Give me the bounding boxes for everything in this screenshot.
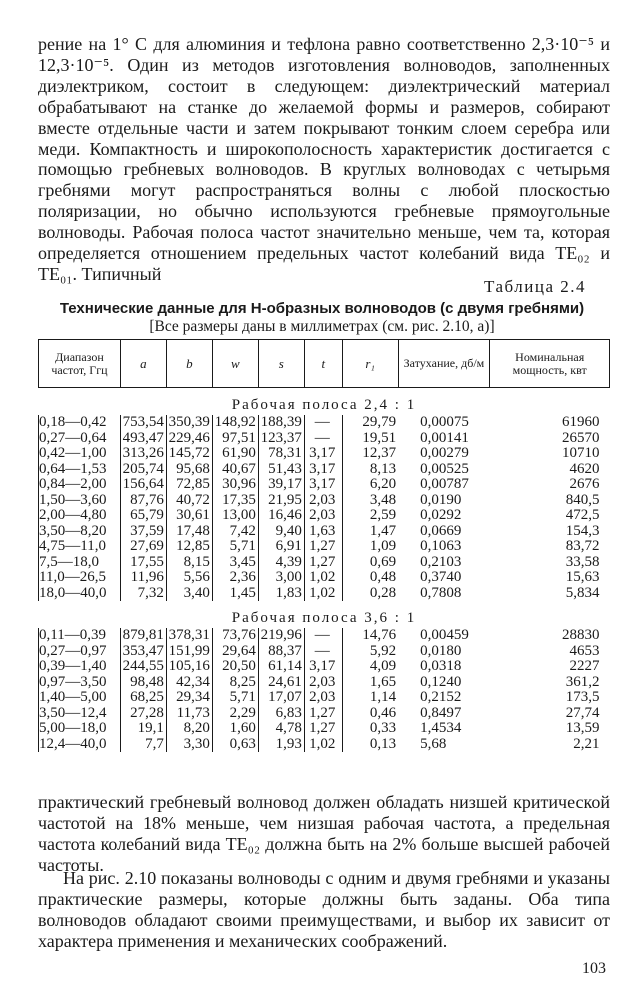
cell-band: 11,0—26,5 — [39, 570, 121, 586]
section-heading: Рабочая полоса 2,4 : 1 — [231, 397, 417, 413]
cell-r1: 0,48 — [342, 570, 398, 586]
cell-r1: 1,47 — [342, 524, 398, 540]
table-row — [39, 706, 610, 722]
cell-t: 3,17 — [304, 446, 342, 462]
cell-a: 156,64 — [120, 477, 166, 493]
header-attenuation: Затухание, дб/м — [398, 340, 490, 388]
cell-a: 313,26 — [120, 446, 166, 462]
cell-s: 1,83 — [258, 586, 304, 602]
cell-w: 17,35 — [212, 493, 258, 509]
cell-r1: 1,09 — [342, 539, 398, 555]
table-title: Технические данные для Н-образных волноводов (с двумя гребнями) — [59, 300, 585, 317]
cell-s: 219,96 — [258, 628, 304, 644]
cell-s: 51,43 — [258, 462, 304, 478]
cell-power: 840,5 — [565, 491, 600, 508]
cell-r1: 1,14 — [342, 690, 398, 706]
cell-s: 6,83 — [258, 706, 304, 722]
table-section-2 — [39, 601, 610, 752]
cell-b: 5,56 — [166, 570, 212, 586]
cell-a: 205,74 — [120, 462, 166, 478]
cell-w: 97,51 — [212, 431, 258, 447]
cell-band: 7,5—18,0 — [39, 555, 121, 571]
cell-power: 15,63 — [565, 569, 600, 585]
cell-power: 361,2 — [565, 673, 600, 690]
cell-attenuation: 0,0669 — [420, 522, 462, 539]
table-header-row — [39, 340, 610, 388]
cell-b: 3,40 — [166, 586, 212, 602]
table-subtitle: [Все размеры даны в миллиметрах (см. рис. 2.10, а)] — [149, 318, 495, 335]
cell-b: 40,72 — [166, 493, 212, 509]
cell-attenuation: 0,1063 — [420, 538, 462, 554]
cell-power: 26570 — [562, 429, 600, 446]
cell-attenuation: 0,2103 — [420, 553, 462, 570]
cell-b: 11,73 — [166, 706, 212, 722]
cell-r1: 8,13 — [342, 462, 398, 478]
cell-w: 73,76 — [212, 628, 258, 644]
cell-band: 0,18—0,42 — [39, 415, 121, 431]
header-band: Диапазон частот, Ггц — [39, 340, 121, 388]
cell-s: 3,00 — [258, 570, 304, 586]
cell-t: 3,17 — [304, 659, 342, 675]
cell-s: 39,17 — [258, 477, 304, 493]
cell-w: 2,29 — [212, 706, 258, 722]
cell-attenuation: 0,00459 — [420, 627, 469, 643]
cell-band: 4,75—11,0 — [39, 539, 121, 555]
cell-a: 68,25 — [120, 690, 166, 706]
cell-s: 16,46 — [258, 508, 304, 524]
cell-r1: 12,37 — [342, 446, 398, 462]
cell-b: 29,34 — [166, 690, 212, 706]
cell-w: 40,67 — [212, 462, 258, 478]
cell-t: 1,02 — [304, 570, 342, 586]
cell-t: 1,02 — [304, 737, 342, 753]
cell-power: 27,74 — [565, 704, 600, 721]
cell-w: 61,90 — [212, 446, 258, 462]
cell-a: 37,59 — [120, 524, 166, 540]
cell-t: — — [304, 415, 342, 431]
cell-band: 0,42—1,00 — [39, 446, 121, 462]
cell-s: 4,39 — [258, 555, 304, 571]
table-row — [39, 431, 610, 447]
cell-power: 4620 — [569, 460, 600, 477]
cell-attenuation: 0,00141 — [420, 429, 469, 446]
cell-t: 1,02 — [304, 586, 342, 602]
cell-power: 2676 — [569, 476, 600, 492]
cell-w: 1,60 — [212, 721, 258, 737]
cell-attenuation: 0,00279 — [420, 445, 469, 461]
cell-power: 2227 — [569, 658, 600, 674]
cell-w: 0,63 — [212, 737, 258, 753]
cell-t: — — [304, 628, 342, 644]
cell-t: 2,03 — [304, 493, 342, 509]
cell-band: 12,4—40,0 — [39, 737, 121, 753]
cell-band: 3,50—12,4 — [39, 706, 121, 722]
section-heading-row — [39, 601, 610, 628]
cell-attenuation: 0,00075 — [420, 414, 469, 430]
cell-band: 3,50—8,20 — [39, 524, 121, 540]
cell-r1: 14,76 — [342, 628, 398, 644]
cell-band: 5,00—18,0 — [39, 721, 121, 737]
cell-power: 83,72 — [565, 538, 600, 554]
cell-r1: 0,13 — [342, 737, 398, 753]
cell-w: 20,50 — [212, 659, 258, 675]
table-row — [39, 415, 610, 431]
table-row — [39, 628, 610, 644]
cell-w: 148,92 — [212, 415, 258, 431]
cell-r1: 29,79 — [342, 415, 398, 431]
cell-r1: 0,33 — [342, 721, 398, 737]
cell-w: 5,71 — [212, 690, 258, 706]
cell-t: 3,17 — [304, 477, 342, 493]
cell-t: 1,27 — [304, 706, 342, 722]
cell-s: 17,07 — [258, 690, 304, 706]
table-label: Таблица 2.4 — [484, 277, 586, 296]
cell-band: 0,39—1,40 — [39, 659, 121, 675]
cell-b: 3,30 — [166, 737, 212, 753]
cell-band: 0,27—0,64 — [39, 431, 121, 447]
page-number: 103 — [582, 960, 606, 977]
cell-w: 5,71 — [212, 539, 258, 555]
cell-s: 78,31 — [258, 446, 304, 462]
cell-s: 24,61 — [258, 675, 304, 691]
header-power: Номинальная мощность, квт — [490, 340, 610, 388]
table-row — [39, 737, 610, 753]
cell-r1: 0,69 — [342, 555, 398, 571]
cell-a: 27,69 — [120, 539, 166, 555]
cell-b: 145,72 — [166, 446, 212, 462]
cell-a: 65,79 — [120, 508, 166, 524]
table-row — [39, 508, 610, 524]
cell-s: 21,95 — [258, 493, 304, 509]
table-row — [39, 524, 610, 540]
cell-a: 27,28 — [120, 706, 166, 722]
header-r1: r₁ — [342, 340, 398, 388]
cell-band: 0,11—0,39 — [39, 628, 121, 644]
table-row — [39, 644, 610, 660]
cell-t: 1,27 — [304, 555, 342, 571]
cell-power: 4653 — [569, 642, 600, 659]
cell-r1: 6,20 — [342, 477, 398, 493]
cell-attenuation: 0,7808 — [420, 584, 462, 601]
table-row — [39, 446, 610, 462]
cell-band: 0,27—0,97 — [39, 644, 121, 660]
table-row — [39, 659, 610, 675]
header-w: w — [212, 340, 258, 388]
cell-s: 123,37 — [258, 431, 304, 447]
table-row — [39, 586, 610, 602]
cell-band: 2,00—4,80 — [39, 508, 121, 524]
cell-t: 1,27 — [304, 721, 342, 737]
cell-a: 17,55 — [120, 555, 166, 571]
cell-t: 2,03 — [304, 675, 342, 691]
cell-attenuation: 5,68 — [420, 735, 447, 752]
cell-b: 378,31 — [166, 628, 212, 644]
cell-s: 61,14 — [258, 659, 304, 675]
cell-b: 17,48 — [166, 524, 212, 540]
cell-r1: 1,65 — [342, 675, 398, 691]
cell-s: 1,93 — [258, 737, 304, 753]
cell-b: 72,85 — [166, 477, 212, 493]
table-row — [39, 555, 610, 571]
cell-r1: 19,51 — [342, 431, 398, 447]
cell-a: 7,7 — [120, 737, 166, 753]
cell-w: 1,45 — [212, 586, 258, 602]
cell-s: 9,40 — [258, 524, 304, 540]
cell-power: 28830 — [562, 627, 600, 643]
cell-b: 8,20 — [166, 721, 212, 737]
cell-s: 4,78 — [258, 721, 304, 737]
cell-r1: 4,09 — [342, 659, 398, 675]
cell-a: 879,81 — [120, 628, 166, 644]
cell-a: 11,96 — [120, 570, 166, 586]
cell-s: 6,91 — [258, 539, 304, 555]
paragraph-conclusion: практический гребневый волновод должен обладать низшей критической частотой на 18% меньше, чем низшая рабочая частота, а предельная частота колебаний вида ТЕ₀₂ должна быть на 2% больше высшей рабочей частоты. — [38, 792, 610, 875]
cell-band: 0,97—3,50 — [39, 675, 121, 691]
header-a: a — [120, 340, 166, 388]
table-row — [39, 675, 610, 691]
cell-attenuation: 0,1240 — [420, 673, 462, 690]
cell-power: 13,59 — [565, 720, 600, 736]
cell-w: 2,36 — [212, 570, 258, 586]
cell-attenuation: 0,0292 — [420, 507, 462, 523]
cell-t: — — [304, 431, 342, 447]
cell-w: 30,96 — [212, 477, 258, 493]
header-s: s — [258, 340, 304, 388]
cell-b: 151,99 — [166, 644, 212, 660]
paragraph-figure-ref: На рис. 2.10 показаны волноводы с одним и двумя гребнями и указаны практические размеры, которые должны быть заданы. Оба типа волноводов обладают своими преимуществами, и выбор их зависит от характера применения и механических соображений. — [38, 868, 610, 951]
cell-band: 0,64—1,53 — [39, 462, 121, 478]
cell-r1: 2,59 — [342, 508, 398, 524]
table-section-1 — [39, 388, 610, 602]
cell-w: 29,64 — [212, 644, 258, 660]
cell-power: 5,834 — [565, 584, 600, 601]
cell-attenuation: 0,0318 — [420, 658, 462, 674]
cell-power: 173,5 — [565, 689, 600, 705]
table-row — [39, 570, 610, 586]
cell-b: 95,68 — [166, 462, 212, 478]
cell-attenuation: 1,4534 — [420, 720, 462, 736]
cell-a: 87,76 — [120, 493, 166, 509]
cell-w: 8,25 — [212, 675, 258, 691]
cell-t: 1,63 — [304, 524, 342, 540]
cell-s: 88,37 — [258, 644, 304, 660]
cell-b: 8,15 — [166, 555, 212, 571]
cell-a: 353,47 — [120, 644, 166, 660]
cell-attenuation: 0,00787 — [420, 476, 469, 492]
cell-band: 1,50—3,60 — [39, 493, 121, 509]
cell-w: 7,42 — [212, 524, 258, 540]
cell-t: 3,17 — [304, 462, 342, 478]
cell-power: 2,21 — [573, 735, 600, 752]
cell-attenuation: 0,0180 — [420, 642, 462, 659]
cell-attenuation: 0,3740 — [420, 569, 462, 585]
table-row — [39, 477, 610, 493]
cell-band: 0,84—2,00 — [39, 477, 121, 493]
cell-power: 61960 — [562, 414, 600, 430]
cell-attenuation: 0,8497 — [420, 704, 462, 721]
cell-w: 3,45 — [212, 555, 258, 571]
header-b: b — [166, 340, 212, 388]
section-heading-row — [39, 388, 610, 416]
cell-b: 105,16 — [166, 659, 212, 675]
header-t: t — [304, 340, 342, 388]
section-heading: Рабочая полоса 3,6 : 1 — [231, 610, 417, 626]
table-row — [39, 462, 610, 478]
cell-w: 13,00 — [212, 508, 258, 524]
cell-a: 753,54 — [120, 415, 166, 431]
cell-t: — — [304, 644, 342, 660]
cell-b: 42,34 — [166, 675, 212, 691]
paragraph-intro: рение на 1° С для алюминия и тефлона равно соответственно 2,3·10⁻⁵ и 12,3·10⁻⁵. Один из методов изготовления волноводов, заполненных диэлектриком, состоит в следующем: диэлектрический материал обрабатывают на станке до желаемой формы и размеров, собирают вместе отдельные части и затем покрывают тонким слоем серебра или меди. Компактность и широкополосность характеристик достигается с помощью гребневых волноводов. В круглых волноводах с четырьмя гребнями могут распространяться волны с любой плоскостью поляризации, но обычно используются гребневые прямоугольные волноводы. Рабочая полоса частот значительно меньше, чем та, которая определяется отношением предельных частот колебаний вида ТЕ₀₂ и ТЕ₀₁. Типичный — [38, 34, 610, 284]
cell-a: 493,47 — [120, 431, 166, 447]
cell-power: 154,3 — [565, 522, 600, 539]
cell-t: 2,03 — [304, 508, 342, 524]
cell-r1: 0,28 — [342, 586, 398, 602]
cell-attenuation: 0,0190 — [420, 491, 462, 508]
waveguide-data-table — [38, 339, 610, 752]
cell-power: 33,58 — [565, 553, 600, 570]
cell-b: 229,46 — [166, 431, 212, 447]
cell-r1: 5,92 — [342, 644, 398, 660]
cell-band: 1,40—5,00 — [39, 690, 121, 706]
cell-b: 12,85 — [166, 539, 212, 555]
cell-b: 350,39 — [166, 415, 212, 431]
table-row — [39, 493, 610, 509]
cell-r1: 3,48 — [342, 493, 398, 509]
cell-a: 19,1 — [120, 721, 166, 737]
cell-attenuation: 0,00525 — [420, 460, 469, 477]
cell-a: 98,48 — [120, 675, 166, 691]
cell-a: 244,55 — [120, 659, 166, 675]
cell-band: 18,0—40,0 — [39, 586, 121, 602]
cell-t: 2,03 — [304, 690, 342, 706]
cell-b: 30,61 — [166, 508, 212, 524]
cell-a: 7,32 — [120, 586, 166, 602]
table-row — [39, 690, 610, 706]
cell-power: 472,5 — [565, 507, 600, 523]
cell-r1: 0,46 — [342, 706, 398, 722]
table-row — [39, 539, 610, 555]
cell-attenuation: 0,2152 — [420, 689, 462, 705]
cell-t: 1,27 — [304, 539, 342, 555]
cell-s: 188,39 — [258, 415, 304, 431]
table-row — [39, 721, 610, 737]
cell-power: 10710 — [562, 445, 600, 461]
